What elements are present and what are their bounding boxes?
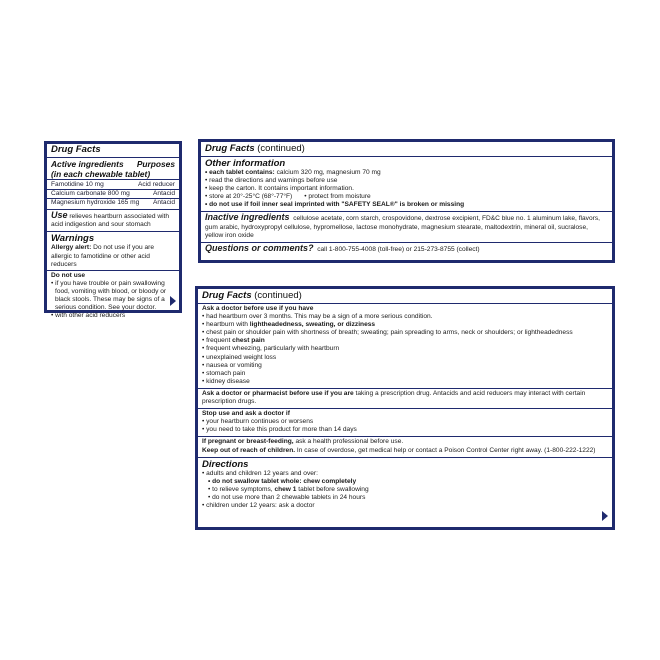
allergy-alert-text: Do not use if you are allergic to famotidine or other acid reducers	[51, 244, 155, 268]
pregnancy-keep-out-section	[198, 437, 612, 457]
directions-heading: Directions	[202, 458, 249, 470]
drug-facts-panel-3	[195, 286, 615, 530]
directions-item: • adults and children 12 years and over:	[202, 469, 318, 477]
do-not-use-heading: Do not use	[51, 271, 86, 279]
use-section	[47, 210, 179, 232]
other-info-item: • read the directions and warnings before use	[205, 177, 338, 185]
ingredient-purpose: Antacid	[153, 190, 175, 198]
active-ingredients-section	[47, 158, 179, 210]
questions-section	[201, 243, 612, 256]
panel3-title-continued: (continued)	[254, 290, 302, 301]
other-info-item: • keep the carton. It contains important information.	[205, 185, 354, 193]
ingredient-row	[47, 181, 179, 190]
other-info-item: • store at 20°-25°C (68°-77°F)	[205, 193, 293, 201]
other-info-item: • do not use if foil inner seal imprinted with "SAFETY SEAL®" is broken or missing	[205, 201, 465, 209]
ask-pharmacist-text: taking a prescription drug. Antacids and acid reducers may interact with certain prescription drugs.	[202, 389, 586, 406]
continue-arrow-icon	[170, 296, 176, 306]
drug-facts-panel-2	[198, 139, 615, 263]
questions-heading: Questions or comments?	[205, 242, 314, 253]
ask-doctor-item: • chest pain or shoulder pain with shortness of breath; sweating; pain spreading to arms, neck or shoulders; or lightheadedness	[202, 329, 573, 337]
directions-item: • children under 12 years: ask a doctor	[202, 501, 315, 509]
ingredient-name: Calcium carbonate 800 mg	[51, 190, 130, 198]
ask-doctor-item: • frequent wheezing, particularly with heartburn	[202, 345, 340, 353]
ask-doctor-item: • heartburn with lightheadedness, sweating, or dizziness	[202, 321, 376, 329]
use-text: relieves heartburn associated with acid indigestion and sour stomach	[51, 213, 170, 229]
directions-item: • do not use more than 2 chewable tablets in 24 hours	[208, 493, 366, 501]
active-ingredients-subheading: (in each chewable tablet)	[51, 169, 151, 179]
directions-item: • do not swallow tablet whole: chew completely	[208, 477, 357, 485]
panel3-title-section	[198, 289, 612, 304]
pregnancy-label: If pregnant or breast-feeding,	[202, 438, 294, 446]
directions-item: • to relieve symptoms, chew 1 tablet before swallowing	[208, 485, 369, 493]
do-not-use-item: • with other acid reducers	[51, 312, 126, 320]
do-not-use-item: • if you have trouble or pain swallowing food, vomiting with blood, or bloody or black stools. These may be signs of a serious condition. See your doctor.	[51, 279, 167, 312]
ingredient-purpose: Antacid	[153, 199, 175, 207]
continue-arrow-icon	[602, 511, 608, 521]
drug-facts-panel-1	[44, 141, 182, 320]
warnings-section	[47, 232, 179, 322]
ask-pharmacist-section	[198, 389, 612, 409]
ingredient-name: Magnesium hydroxide 165 mg	[51, 199, 140, 207]
stop-use-heading: Stop use and ask a doctor if	[202, 410, 290, 418]
ask-doctor-section	[198, 304, 612, 389]
ask-doctor-item: • frequent chest pain	[202, 337, 265, 345]
purposes-heading: Purposes	[136, 159, 175, 169]
ask-doctor-item: • nausea or vomiting	[202, 361, 262, 369]
stop-use-item: • you need to take this product for more than 14 days	[202, 426, 357, 434]
stop-use-item: • your heartburn continues or worsens	[202, 418, 314, 426]
ask-doctor-item: • had heartburn over 3 months. This may be a sign of a more serious condition.	[202, 313, 433, 321]
ingredient-row	[47, 190, 179, 199]
ingredient-name: Famotidine 10 mg	[51, 181, 104, 188]
ask-doctor-heading: Ask a doctor before use if you have	[202, 305, 314, 312]
tablet-contains-label: • each tablet contains:	[205, 169, 275, 176]
other-information-heading: Other information	[205, 158, 286, 169]
panel2-title-section	[201, 142, 612, 157]
inactive-ingredients-section	[201, 212, 612, 242]
allergy-alert-label: Allergy alert:	[51, 244, 92, 252]
ask-pharmacist-heading: Ask a doctor or pharmacist before use if you are	[202, 389, 354, 397]
other-info-item: • protect from moisture	[304, 193, 371, 201]
warnings-heading: Warnings	[51, 233, 95, 245]
panel2-title-continued: (continued)	[257, 143, 305, 154]
tablet-contains-text: calcium 320 mg, magnesium 70 mg	[276, 169, 381, 176]
panel2-title: Drug Facts	[205, 143, 255, 154]
panel3-title: Drug Facts	[202, 290, 252, 301]
keep-out-label: Keep out of reach of children.	[202, 446, 296, 454]
questions-text: call 1-800-755-4008 (toll-free) or 215-273-8755 (collect)	[317, 245, 480, 253]
pregnancy-text: ask a health professional before use.	[295, 438, 404, 446]
active-ingredients-heading: Active ingredients	[51, 159, 124, 169]
use-heading: Use	[51, 210, 68, 221]
stop-use-section	[198, 409, 612, 437]
other-information-section	[201, 157, 612, 212]
ask-doctor-item: • stomach pain	[202, 369, 246, 377]
ask-doctor-item: • kidney disease	[202, 377, 250, 385]
panel1-title-section	[47, 144, 179, 158]
inactive-ingredients-text: cellulose acetate, corn starch, crospovidone, dextrose excipient, FD&C blue no. 1 aluminum lake, flavors, gum arabic, hydroxypropyl cellulose, hypromellose, lactose monohydrate, magnesium stearate, maltodextrin, mineral oil, sucralose, yellow iron oxide	[205, 215, 600, 239]
ask-doctor-item: • unexplained weight loss	[202, 353, 277, 361]
inactive-ingredients-heading: Inactive ingredients	[205, 212, 290, 223]
ingredient-purpose: Acid reducer	[137, 181, 175, 188]
panel1-title: Drug Facts	[51, 144, 101, 155]
directions-section	[198, 458, 612, 512]
keep-out-text: In case of overdose, get medical help or contact a Poison Control Center right away. (1-800-222-1222)	[296, 446, 596, 454]
ingredient-row	[51, 199, 175, 207]
